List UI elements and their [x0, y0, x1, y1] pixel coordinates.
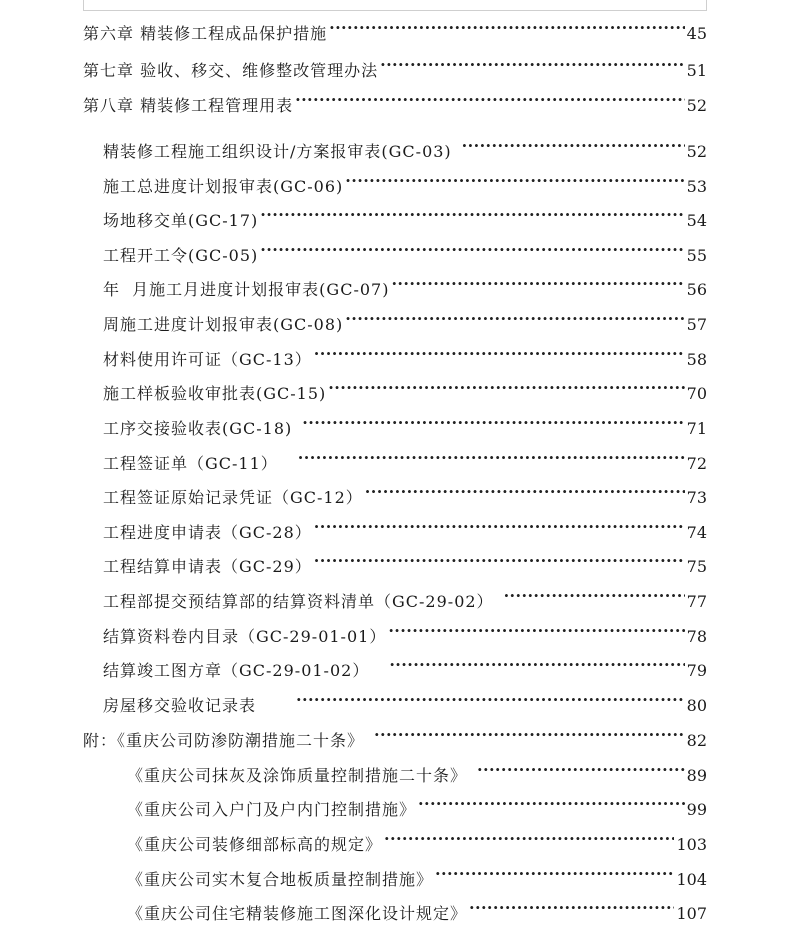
dot-leader: [365, 481, 685, 503]
toc-entry-page: 70: [686, 384, 707, 403]
toc-entry[interactable]: [83, 724, 707, 750]
toc-entry-page: 45: [686, 24, 707, 43]
toc-entry-title: 《重庆公司抹灰及涂饰质量控制措施二十条》: [127, 766, 468, 785]
toc-entry-title: 年 月施工月进度计划报审表(GC-07): [103, 280, 390, 299]
dot-leader: [435, 863, 674, 885]
toc-entry-title: 第八章 精装修工程管理用表: [83, 96, 294, 115]
toc-entry[interactable]: [127, 828, 707, 854]
toc-entry-page: 77: [686, 592, 707, 611]
toc-entry[interactable]: [127, 793, 707, 819]
toc-entry-title: 附：《重庆公司防渗防潮措施二十条》: [83, 731, 365, 750]
toc-entry-page: 52: [686, 96, 707, 115]
toc-entry-title: 施工样板验收审批表(GC-15): [103, 384, 327, 403]
toc-entry-title: 材料使用许可证（GC-13）: [103, 350, 312, 369]
toc-entry-page: 82: [686, 731, 707, 750]
toc-entry-title: 第七章 验收、移交、维修整改管理办法: [83, 61, 379, 80]
dot-leader: [329, 17, 685, 39]
dot-leader: [314, 516, 685, 538]
dot-leader: [298, 447, 685, 469]
toc-entry-title: 工程进度申请表（GC-28）: [103, 523, 312, 542]
toc-entry[interactable]: [103, 273, 707, 299]
toc-entry-page: 103: [676, 835, 707, 854]
toc-entry-page: 56: [686, 280, 707, 299]
toc-entry-title: 工程开工令(GC-05): [103, 246, 259, 265]
dot-leader: [345, 308, 684, 330]
toc-entry-title: 周施工进度计划报审表(GC-08): [103, 315, 344, 334]
toc-entry[interactable]: [127, 759, 707, 785]
dot-leader: [314, 550, 685, 572]
toc-entry-title: 《重庆公司实木复合地板质量控制措施》: [127, 870, 434, 889]
toc-entry[interactable]: [103, 447, 707, 473]
toc-entry-page: 79: [686, 661, 707, 680]
toc-entry[interactable]: [103, 516, 707, 542]
toc-entry-page: 72: [686, 454, 707, 473]
toc-entry[interactable]: [127, 863, 707, 889]
dot-leader: [374, 724, 685, 746]
dot-leader: [389, 654, 684, 676]
dot-leader: [477, 759, 685, 781]
dot-leader: [296, 689, 685, 711]
toc-entry-page: 73: [686, 488, 707, 507]
toc-entry-title: 工程结算申请表（GC-29）: [103, 557, 312, 576]
toc-entry-page: 57: [686, 315, 707, 334]
toc-entry[interactable]: [103, 343, 707, 369]
toc-entry-page: 107: [676, 904, 707, 923]
toc-entry[interactable]: [103, 308, 707, 334]
toc-entry-page: 54: [686, 211, 707, 230]
toc-entry-page: 104: [676, 870, 707, 889]
dot-leader: [384, 828, 674, 850]
toc-entry-title: 房屋移交验收记录表: [103, 696, 257, 715]
toc-entry-title: 《重庆公司入户门及户内门控制措施》: [127, 800, 417, 819]
dot-leader: [295, 89, 685, 111]
toc-entry-page: 51: [686, 61, 707, 80]
toc-entry[interactable]: [103, 135, 707, 161]
dot-leader: [302, 412, 684, 434]
toc-entry-page: 52: [686, 142, 707, 161]
toc-entry[interactable]: [127, 897, 707, 923]
toc-entry-page: 78: [686, 627, 707, 646]
toc-entry[interactable]: [83, 89, 707, 115]
toc-entry-page: 58: [686, 350, 707, 369]
toc-entry-title: 工程签证单（GC-11）: [103, 454, 278, 473]
dot-leader: [345, 170, 684, 192]
dot-leader: [388, 620, 684, 642]
dot-leader: [462, 135, 685, 157]
dot-leader: [380, 54, 685, 76]
dot-leader: [418, 793, 685, 815]
toc-entry[interactable]: [103, 654, 707, 680]
dot-leader: [260, 239, 684, 261]
toc-entry[interactable]: [103, 481, 707, 507]
toc-entry-page: 55: [686, 246, 707, 265]
toc-entry-page: 53: [686, 177, 707, 196]
toc-entry-page: 74: [686, 523, 707, 542]
toc-entry-title: 结算资料卷内目录（GC-29-01-01）: [103, 627, 387, 646]
dot-leader: [391, 273, 684, 295]
dot-leader: [314, 343, 685, 365]
toc-entry-title: 场地移交单(GC-17): [103, 211, 259, 230]
toc-entry-title: 结算竣工图方章（GC-29-01-02）: [103, 661, 370, 680]
toc-entry[interactable]: [83, 54, 707, 80]
dot-leader: [469, 897, 674, 919]
toc-entry[interactable]: [103, 170, 707, 196]
toc-entry[interactable]: [103, 239, 707, 265]
toc-entry-title: 精装修工程施工组织设计/方案报审表(GC-03): [103, 142, 452, 161]
toc-entry-title: 工程部提交预结算部的结算资料清单（GC-29-02）: [103, 592, 494, 611]
toc-entry[interactable]: [103, 585, 707, 611]
dot-leader: [260, 204, 684, 226]
toc-entry-title: 施工总进度计划报审表(GC-06): [103, 177, 344, 196]
toc-entry-page: 71: [686, 419, 707, 438]
toc-entry-page: 89: [686, 766, 707, 785]
toc-entry[interactable]: [103, 689, 707, 715]
dot-leader: [504, 585, 685, 607]
toc-entry-title: 《重庆公司装修细部标高的规定》: [127, 835, 383, 854]
page-top-border: [83, 10, 707, 11]
toc-entry-page: 99: [686, 800, 707, 819]
toc-entry-title: 《重庆公司住宅精装修施工图深化设计规定》: [127, 904, 468, 923]
toc-entry-title: 工程签证原始记录凭证（GC-12）: [103, 488, 363, 507]
toc-entry[interactable]: [103, 377, 707, 403]
toc-entry[interactable]: [103, 204, 707, 230]
toc-entry[interactable]: [103, 412, 707, 438]
toc-entry-title: 第六章 精装修工程成品保护措施: [83, 24, 328, 43]
toc-entry[interactable]: [103, 550, 707, 576]
toc-entry[interactable]: [103, 620, 707, 646]
toc-entry-title: 工序交接验收表(GC-18): [103, 419, 293, 438]
toc-entry-page: 80: [686, 696, 707, 715]
toc-entry-page: 75: [686, 557, 707, 576]
toc-entry[interactable]: [83, 17, 707, 43]
dot-leader: [328, 377, 684, 399]
